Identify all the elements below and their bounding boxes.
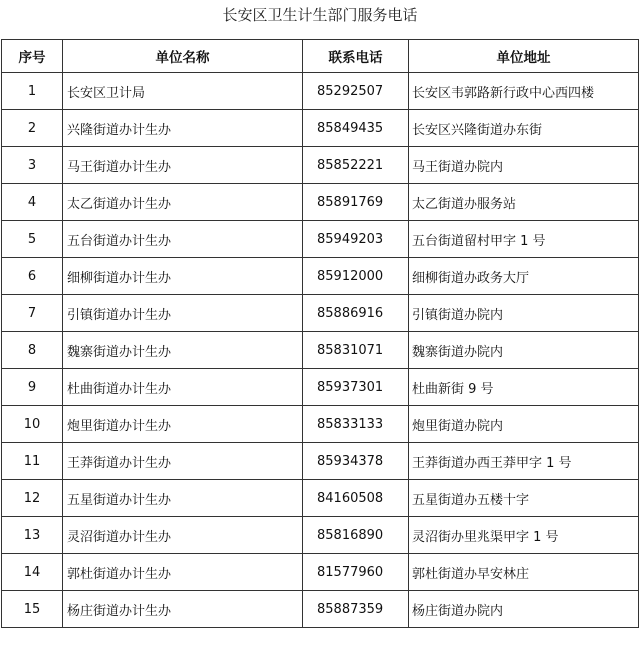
row-index: 8 xyxy=(2,332,63,369)
table-header-row xyxy=(2,40,639,73)
row-index: 6 xyxy=(2,258,63,295)
row-index: 15 xyxy=(2,591,63,628)
row-phone: 85833133 xyxy=(303,406,409,443)
table-row xyxy=(2,332,639,369)
row-address: 王莽街道办西王莽甲字 1 号 xyxy=(409,443,639,480)
row-address: 马王街道办院内 xyxy=(409,147,639,184)
row-index: 3 xyxy=(2,147,63,184)
row-phone: 85292507 xyxy=(303,73,409,110)
row-phone: 85912000 xyxy=(303,258,409,295)
table-row xyxy=(2,369,639,406)
row-phone: 85891769 xyxy=(303,184,409,221)
table-row xyxy=(2,258,639,295)
row-unit-name: 兴隆街道办计生办 xyxy=(63,110,303,147)
row-index: 7 xyxy=(2,295,63,332)
row-phone: 85849435 xyxy=(303,110,409,147)
row-address: 细柳街道办政务大厅 xyxy=(409,258,639,295)
row-unit-name: 王莽街道办计生办 xyxy=(63,443,303,480)
row-index: 13 xyxy=(2,517,63,554)
row-unit-name: 杨庄街道办计生办 xyxy=(63,591,303,628)
row-index: 4 xyxy=(2,184,63,221)
row-address: 引镇街道办院内 xyxy=(409,295,639,332)
row-address: 长安区兴隆街道办东街 xyxy=(409,110,639,147)
table-row xyxy=(2,443,639,480)
row-index: 2 xyxy=(2,110,63,147)
row-index: 5 xyxy=(2,221,63,258)
row-unit-name: 五台街道办计生办 xyxy=(63,221,303,258)
table-row xyxy=(2,480,639,517)
row-address: 五台街道留村甲字 1 号 xyxy=(409,221,639,258)
row-phone: 85852221 xyxy=(303,147,409,184)
row-phone: 85887359 xyxy=(303,591,409,628)
page-title: 长安区卫生计生部门服务电话 xyxy=(222,6,418,24)
table-row xyxy=(2,591,639,628)
row-address: 杜曲新街 9 号 xyxy=(409,369,639,406)
table-row xyxy=(2,73,639,110)
contact-table xyxy=(1,39,639,628)
header-unit-name: 单位名称 xyxy=(63,40,303,73)
row-phone: 85816890 xyxy=(303,517,409,554)
row-unit-name: 郭杜街道办计生办 xyxy=(63,554,303,591)
row-address: 郭杜街道办早安林庄 xyxy=(409,554,639,591)
row-phone: 84160508 xyxy=(303,480,409,517)
table-row xyxy=(2,517,639,554)
table-row xyxy=(2,554,639,591)
row-phone: 85886916 xyxy=(303,295,409,332)
row-unit-name: 长安区卫计局 xyxy=(63,73,303,110)
header-index: 序号 xyxy=(2,40,63,73)
row-address: 五星街道办五楼十字 xyxy=(409,480,639,517)
row-unit-name: 细柳街道办计生办 xyxy=(63,258,303,295)
row-index: 11 xyxy=(2,443,63,480)
table-row xyxy=(2,406,639,443)
row-address: 杨庄街道办院内 xyxy=(409,591,639,628)
row-address: 长安区韦郭路新行政中心西四楼 xyxy=(409,73,639,110)
row-index: 9 xyxy=(2,369,63,406)
row-address: 太乙街道办服务站 xyxy=(409,184,639,221)
row-index: 10 xyxy=(2,406,63,443)
row-unit-name: 炮里街道办计生办 xyxy=(63,406,303,443)
row-phone: 85949203 xyxy=(303,221,409,258)
row-unit-name: 五星街道办计生办 xyxy=(63,480,303,517)
table-row xyxy=(2,147,639,184)
row-address: 灵沼街办里兆渠甲字 1 号 xyxy=(409,517,639,554)
row-unit-name: 魏寨街道办计生办 xyxy=(63,332,303,369)
row-unit-name: 杜曲街道办计生办 xyxy=(63,369,303,406)
row-index: 12 xyxy=(2,480,63,517)
row-address: 魏寨街道办院内 xyxy=(409,332,639,369)
table-row xyxy=(2,184,639,221)
table-row xyxy=(2,295,639,332)
row-index: 1 xyxy=(2,73,63,110)
row-unit-name: 引镇街道办计生办 xyxy=(63,295,303,332)
row-phone: 85937301 xyxy=(303,369,409,406)
row-index: 14 xyxy=(2,554,63,591)
row-phone: 85831071 xyxy=(303,332,409,369)
row-phone: 81577960 xyxy=(303,554,409,591)
row-unit-name: 太乙街道办计生办 xyxy=(63,184,303,221)
header-address: 单位地址 xyxy=(409,40,639,73)
row-address: 炮里街道办院内 xyxy=(409,406,639,443)
row-unit-name: 马王街道办计生办 xyxy=(63,147,303,184)
table-row xyxy=(2,110,639,147)
table-row xyxy=(2,221,639,258)
row-phone: 85934378 xyxy=(303,443,409,480)
row-unit-name: 灵沼街道办计生办 xyxy=(63,517,303,554)
header-phone: 联系电话 xyxy=(303,40,409,73)
